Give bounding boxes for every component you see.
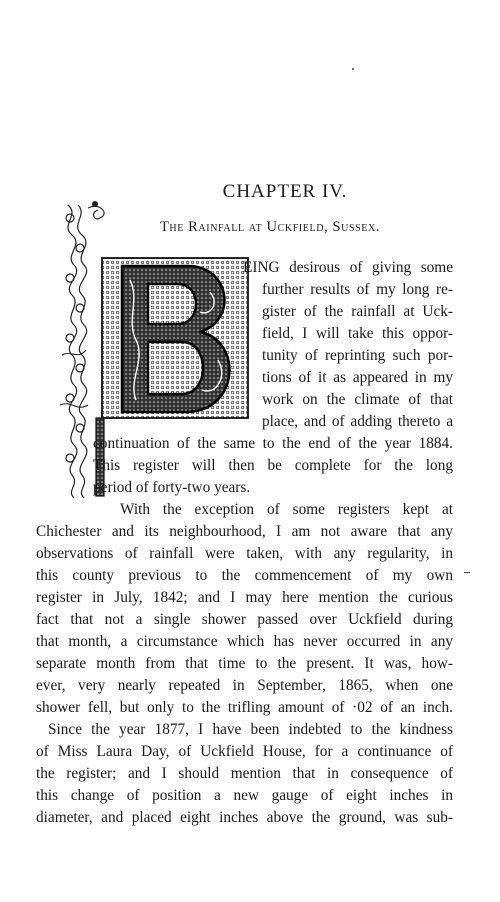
text-line-8: place, and of adding thereto a <box>262 413 453 430</box>
text-line-17: fact that not a single shower passed over Uckfield during <box>36 611 453 628</box>
text-line-16: register in July, 1842; and I may here mention the curious <box>36 589 453 606</box>
text-line-11: period of forty-two years. <box>93 479 251 496</box>
text-line-13: Chichester and its neighbourhood, I am not aware that any <box>36 523 453 540</box>
page-speck <box>352 68 354 70</box>
text-line-12: With the exception of some registers kept at <box>120 501 453 518</box>
text-line-21: shower fell, but only to the trifling amount of ·02 of an inch. <box>36 699 453 716</box>
page-mark <box>464 572 470 573</box>
text-line-23: of Miss Laura Day, of Uckfield House, for a continuance of <box>36 743 453 760</box>
text-line-18: that month, a circumstance which has never occurred in any <box>36 633 453 650</box>
text-line-6: tions of it as appeared in my <box>262 369 453 386</box>
text-line-20: ever, very nearly repeated in September, 1865, when one <box>36 677 453 694</box>
text-line-10: This register will then be complete for the long <box>93 457 453 474</box>
text-line-15: this county previous to the commencement of my own <box>36 567 453 584</box>
text-line-1: EING desirous of giving some <box>243 259 453 276</box>
text-line-7: work on the climate of that <box>262 391 453 408</box>
text-line-4: field, I will take this oppor- <box>262 325 453 342</box>
text-line-19: separate month from that time to the present. It was, how- <box>36 655 453 672</box>
chapter-title-text: The Rainfall at Uckfield, Sussex. <box>159 219 381 235</box>
text-line-22: Since the year 1877, I have been indebted to the kindness <box>48 721 453 738</box>
text-line-26: diameter, and placed eight inches above the ground, was sub- <box>36 809 453 826</box>
text-line-24: the register; and I should mention that in consequence of <box>36 765 453 782</box>
text-line-2: further results of my long re- <box>262 281 453 298</box>
text-line-3: gister of the rainfall at Uck- <box>262 303 453 320</box>
chapter-number: CHAPTER IV. <box>222 181 348 202</box>
text-line-14: observations of rainfall were taken, with any regularity, in <box>36 545 453 562</box>
text-line-5: tunity of reprinting such por- <box>262 347 453 364</box>
text-line-25: this change of position a new gauge of eight inches in <box>36 787 453 804</box>
text-line-9: continuation of the same to the end of the year 1884. <box>93 435 453 452</box>
illuminated-initial-b-icon <box>60 200 250 500</box>
